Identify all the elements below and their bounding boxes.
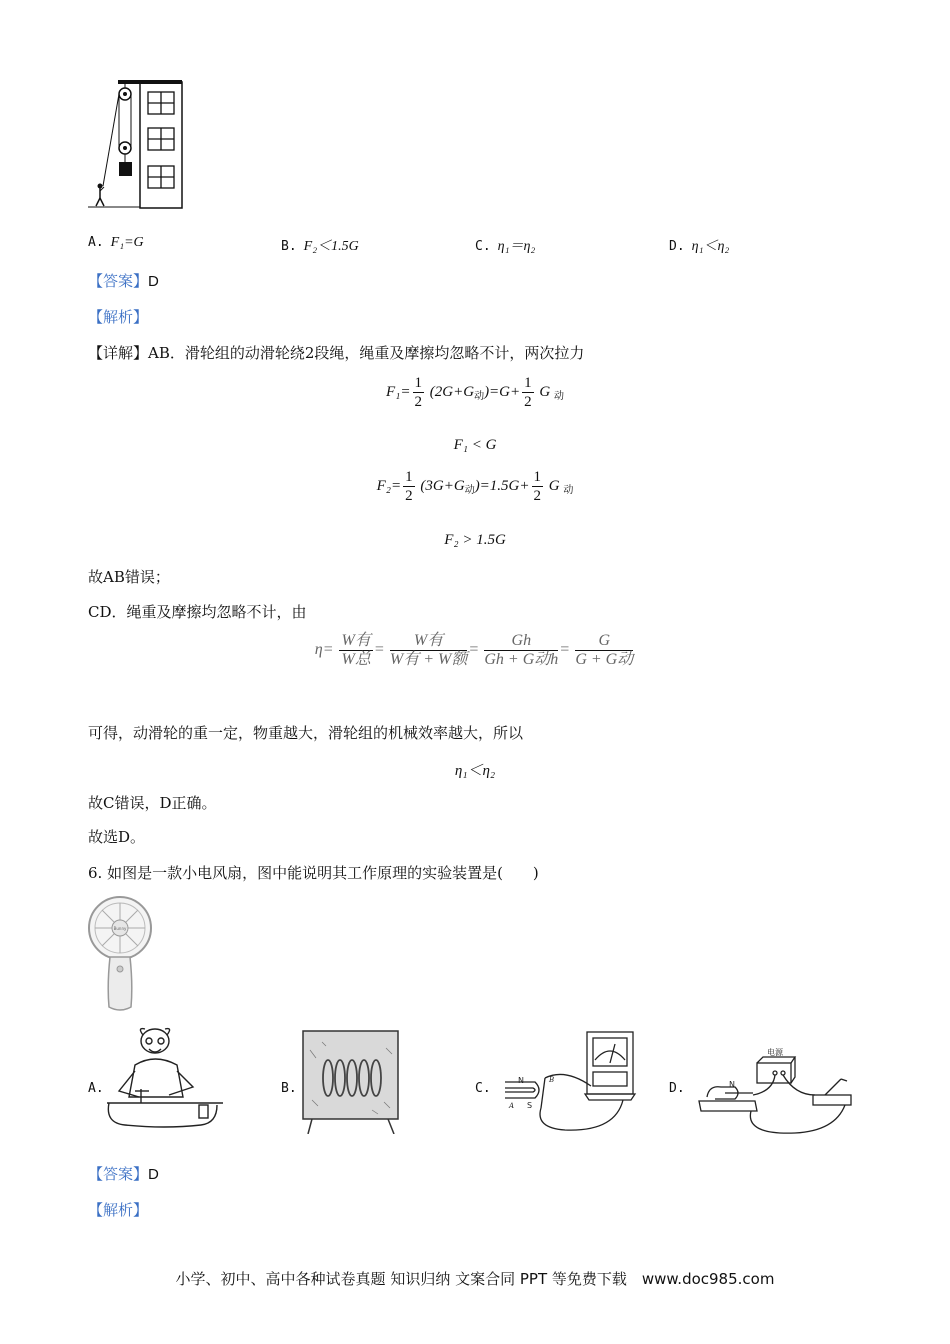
q6-answer-line	[88, 1163, 159, 1184]
fan-figure	[85, 895, 155, 1013]
eq-f1-lt-g: F₁ < G	[453, 437, 497, 453]
eq-f1: F₁= $\frac{1}{2}$ $(2G+G_动)=G+$ $\frac{1}{2}$ G $_动$	[386, 375, 564, 410]
answer-value: D	[148, 273, 159, 290]
eq-f2: F₂= $\frac{1}{2}$ $(3G+G_动)=1.5G+$ $\frac{1}{2}$ G $_动$	[376, 469, 574, 504]
eq-f2-gt: F₂ > 1.5G	[444, 532, 506, 548]
q6-option-b-figure	[302, 1030, 400, 1134]
conclusion-ab: 故AB错误；	[88, 568, 170, 586]
q6-analysis-tag: 【解析】	[88, 1201, 149, 1219]
infer-text: 可得，动滑轮的重一定，物重越大，滑轮组的机械效率越大，所以	[88, 724, 524, 742]
q5-option-b: B. F₂＜1.5G	[281, 239, 359, 254]
fan-brand-text: Bunny	[113, 926, 127, 931]
eq-efficiency: η= $\frac{\text{W有}}{\text{W总}}$ = $\frac{\text{W有}}{\text{W有 + W额}}$ = $\frac{Gh}{\text{Gh + G动h}}$ = $\frac{G}{\text{G + G动}}$	[314, 632, 634, 668]
q6-option-a-label: A.	[88, 1081, 104, 1096]
q5-option-a: A. F₁=G	[88, 235, 144, 250]
wire-a-label: A	[509, 1102, 515, 1110]
conclusion-c: 故C错误，D正确。	[88, 794, 217, 812]
q6-option-c-label: C.	[475, 1081, 491, 1096]
detail-tag: 【详解】	[88, 344, 149, 362]
pulley-building-figure	[88, 78, 188, 213]
q6-answer-value: D	[148, 1166, 159, 1183]
magnet-n-label-d: N	[729, 1080, 735, 1089]
q5-analysis-tag: 【解析】	[88, 308, 149, 326]
eq-eta-compare: η₁＜η₂	[454, 763, 496, 779]
q5-answer-line	[88, 270, 159, 291]
power-source-label: 电源	[767, 1048, 783, 1057]
q6-option-a-figure	[105, 1025, 225, 1133]
q6-option-c-figure	[495, 1028, 640, 1136]
q6-option-d-figure	[695, 1045, 860, 1137]
q5-option-d: D. η₁＜η₂	[669, 239, 730, 254]
cd-text: CD．绳重及摩擦均忽略不计，由	[88, 603, 307, 621]
magnet-s-label: S	[527, 1101, 533, 1110]
answer-tag: 【答案】	[88, 272, 149, 290]
magnet-n-label: N	[518, 1076, 524, 1085]
page-footer: 小学、初中、高中各种试卷真题 知识归纳 文案合同 PPT 等免费下载 www.doc985.com	[175, 1270, 775, 1288]
wire-b-label: B	[549, 1076, 555, 1084]
choose-line: 故选D。	[88, 828, 146, 846]
q6-question: 6. 如图是一款小电风扇，图中能说明其工作原理的实验装置是( )	[88, 864, 539, 882]
q5-detail-line	[88, 342, 584, 363]
q5-option-c: C. η₁＝η₂	[475, 239, 536, 254]
q6-option-b-label: B.	[281, 1081, 297, 1096]
detail-text: AB．滑轮组的动滑轮绕2段绳，绳重及摩擦均忽略不计，两次拉力	[148, 344, 585, 362]
q6-option-d-label: D.	[669, 1081, 685, 1096]
q6-answer-tag: 【答案】	[88, 1165, 149, 1183]
